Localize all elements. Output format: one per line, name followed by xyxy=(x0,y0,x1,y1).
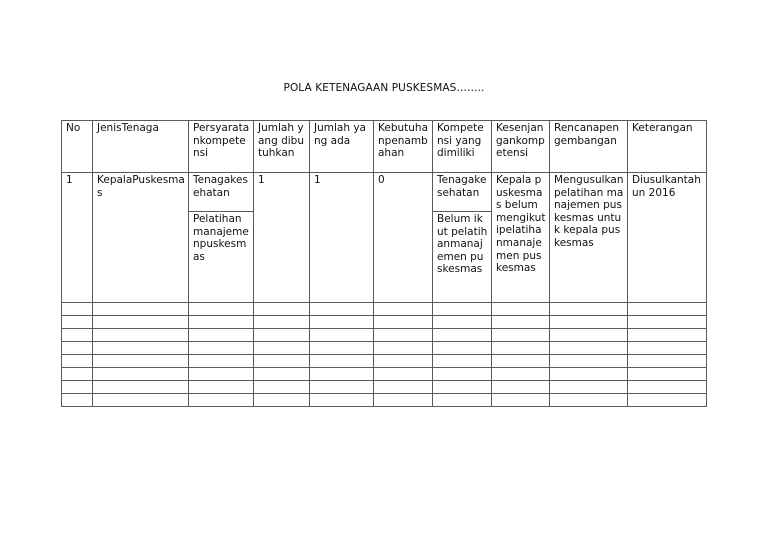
header-persyaratan-kompetensi: Persyaratankompetensi xyxy=(189,121,254,173)
header-kompetensi-dimiliki: Kompetensi yang dimiliki xyxy=(433,121,492,173)
cell-keterangan: Diusulkantahun 2016 xyxy=(628,173,707,303)
cell-persyaratan-1: Tenagakesehatan xyxy=(189,173,254,212)
cell-kompetensi-2: Belum ikut pelatihanmanajemen puskesmas xyxy=(433,212,492,303)
header-keterangan: Keterangan xyxy=(628,121,707,173)
table-row xyxy=(62,368,707,381)
cell-kebutuhan-penambahan: 0 xyxy=(374,173,433,303)
cell-jumlah-dibutuhkan: 1 xyxy=(254,173,310,303)
table-row xyxy=(62,316,707,329)
table-row xyxy=(62,173,707,212)
table-row xyxy=(62,394,707,407)
page-title: POLA KETENAGAAN PUSKESMAS…….. xyxy=(283,82,485,94)
header-rencana-pengembangan: Rencanapengembangan xyxy=(550,121,628,173)
cell-kompetensi-1: Tenagakesehatan xyxy=(433,173,492,212)
header-jumlah-dibutuhkan: Jumlah yang dibutuhkan xyxy=(254,121,310,173)
header-jumlah-ada: Jumlah yang ada xyxy=(310,121,374,173)
cell-kesenjangan: Kepala puskesmas belum mengikutipelatihanmanajemen puskesmas xyxy=(492,173,550,303)
table-row xyxy=(62,381,707,394)
cell-persyaratan-2: Pelatihanmanajemenpuskesmas xyxy=(189,212,254,303)
table-header-row xyxy=(62,121,707,173)
staffing-table xyxy=(61,120,707,407)
table-row xyxy=(62,342,707,355)
table-row xyxy=(62,303,707,316)
header-jenis-tenaga: JenisTenaga xyxy=(93,121,189,173)
cell-no: 1 xyxy=(62,173,93,303)
cell-jumlah-ada: 1 xyxy=(310,173,374,303)
cell-rencana: Mengusulkanpelatihan manajemen puskesmas untuk kepala puskesmas xyxy=(550,173,628,303)
header-no: No xyxy=(62,121,93,173)
table-row xyxy=(62,329,707,342)
cell-jenis-tenaga: KepalaPuskesmas xyxy=(93,173,189,303)
header-kesenjangan-kompetensi: Kesenjangankompetensi xyxy=(492,121,550,173)
table-row xyxy=(62,355,707,368)
header-kebutuhan-penambahan: Kebutuhanpenambahan xyxy=(374,121,433,173)
